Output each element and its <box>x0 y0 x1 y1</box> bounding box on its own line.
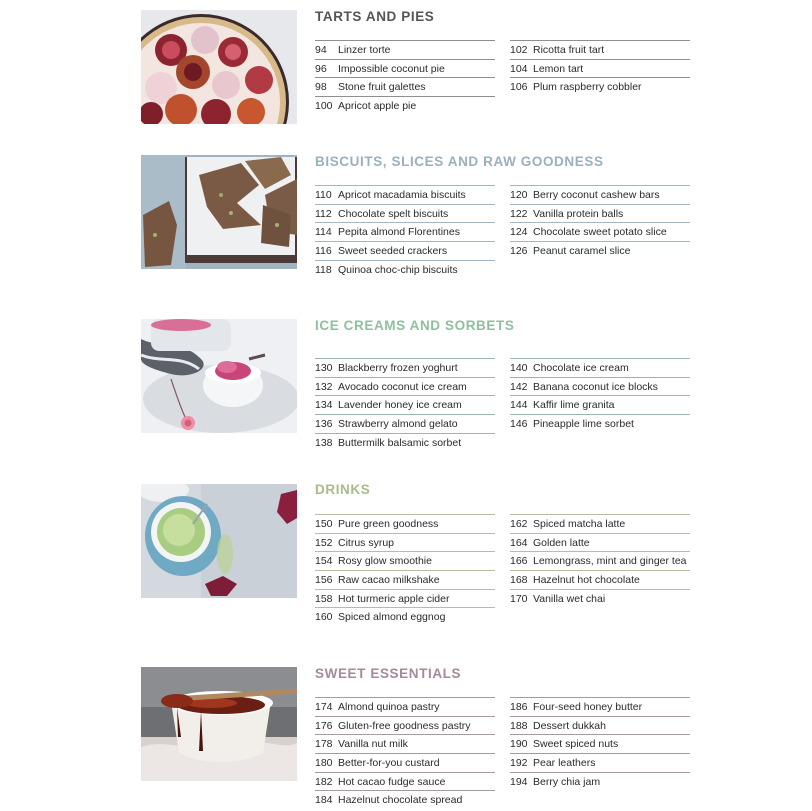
recipe-title: Golden latte <box>533 536 590 549</box>
recipe-item[interactable] <box>315 734 495 753</box>
page-number: 150 <box>315 518 333 530</box>
recipe-item[interactable] <box>315 570 495 589</box>
seeded-crackers-photo <box>141 155 297 269</box>
recipe-title: Spiced almond eggnog <box>338 611 446 624</box>
page-number: 130 <box>315 362 333 374</box>
page-number: 106 <box>510 81 528 94</box>
page-number: 182 <box>315 775 333 788</box>
page-number: 142 <box>510 380 528 393</box>
recipe-title: Pepita almond Florentines <box>338 226 460 239</box>
recipe-item[interactable] <box>510 77 690 96</box>
page-number: 120 <box>510 189 528 201</box>
recipe-item[interactable] <box>315 790 495 809</box>
recipe-list-left <box>315 185 495 278</box>
page-number: 116 <box>315 245 332 258</box>
page-number: 180 <box>315 757 333 770</box>
recipe-item[interactable] <box>315 589 495 608</box>
recipe-item[interactable] <box>510 753 690 772</box>
recipe-item[interactable] <box>315 77 495 96</box>
recipe-list-left <box>315 514 495 626</box>
recipe-item[interactable] <box>510 59 690 78</box>
recipe-title: Vanilla wet chai <box>533 592 606 605</box>
page-number: 102 <box>510 44 528 56</box>
recipe-item[interactable] <box>510 358 690 377</box>
page-number: 160 <box>315 611 333 624</box>
page-number: 118 <box>315 263 332 276</box>
recipe-title: Vanilla protein balls <box>533 207 624 220</box>
recipe-title: Gluten-free goodness pastry <box>338 719 471 732</box>
page-number: 178 <box>315 738 333 751</box>
recipe-title: Better-for-you custard <box>338 757 440 770</box>
recipe-title: Banana coconut ice blocks <box>533 380 658 393</box>
recipe-title: Pure green goodness <box>338 518 439 530</box>
recipe-item[interactable] <box>510 772 690 791</box>
recipe-title: Chocolate spelt biscuits <box>338 207 449 220</box>
recipe-title: Berry coconut cashew bars <box>533 189 660 201</box>
page-number: 156 <box>315 574 333 587</box>
recipe-list-left <box>315 697 495 809</box>
page-number: 174 <box>315 701 333 713</box>
recipe-item[interactable] <box>315 260 495 279</box>
page-number: 134 <box>315 399 333 412</box>
page-number: 184 <box>315 794 333 807</box>
matcha-drink-photo <box>141 484 297 598</box>
section-heading: BISCUITS, SLICES AND RAW GOODNESS <box>315 154 604 169</box>
recipe-item[interactable] <box>510 570 690 589</box>
recipe-title: Hazelnut chocolate spread <box>338 794 463 807</box>
recipe-title: Linzer torte <box>338 44 391 56</box>
recipe-item[interactable] <box>510 533 690 552</box>
recipe-item[interactable] <box>315 395 495 414</box>
recipe-item[interactable] <box>315 204 495 223</box>
page-number: 110 <box>315 189 332 201</box>
recipe-title: Lemongrass, mint and ginger tea <box>533 555 687 568</box>
recipe-item[interactable] <box>510 716 690 735</box>
page-number: 158 <box>315 592 333 605</box>
page-number: 122 <box>510 207 528 220</box>
recipe-title: Buttermilk balsamic sorbet <box>338 436 462 449</box>
page-number: 176 <box>315 719 333 732</box>
section-heading: DRINKS <box>315 482 371 497</box>
recipe-item[interactable] <box>315 414 495 433</box>
page-number: 188 <box>510 719 528 732</box>
recipe-item[interactable] <box>315 358 495 377</box>
page-number: 138 <box>315 436 333 449</box>
recipe-item[interactable] <box>510 222 690 241</box>
page-number: 94 <box>315 44 327 56</box>
recipe-item[interactable] <box>510 514 690 533</box>
page-number: 126 <box>510 245 528 258</box>
recipe-item[interactable] <box>510 377 690 396</box>
page-number: 100 <box>315 100 333 113</box>
recipe-item[interactable] <box>315 607 495 626</box>
page-number: 146 <box>510 418 528 431</box>
recipe-title: Impossible coconut pie <box>338 62 445 75</box>
recipe-title: Blackberry frozen yoghurt <box>338 362 458 374</box>
page-number: 124 <box>510 226 528 239</box>
recipe-title: Lemon tart <box>533 62 584 75</box>
page-number: 104 <box>510 62 528 75</box>
recipe-title: Kaffir lime granita <box>533 399 615 412</box>
recipe-item[interactable] <box>510 414 690 433</box>
recipe-title: Spiced matcha latte <box>533 518 626 530</box>
recipe-title: Ricotta fruit tart <box>533 44 605 56</box>
recipe-item[interactable] <box>510 241 690 260</box>
page-number: 152 <box>315 536 333 549</box>
page-number: 140 <box>510 362 528 374</box>
recipe-item[interactable] <box>315 433 495 452</box>
fig-tart-photo <box>141 10 297 124</box>
recipe-item[interactable] <box>315 697 495 716</box>
recipe-item[interactable] <box>510 185 690 204</box>
recipe-title: Sweet seeded crackers <box>338 245 448 258</box>
recipe-item[interactable] <box>315 222 495 241</box>
recipe-title: Peanut caramel slice <box>533 245 631 258</box>
recipe-item[interactable] <box>315 185 495 204</box>
recipe-list-right <box>510 697 690 790</box>
recipe-title: Chocolate ice cream <box>533 362 629 374</box>
page-number: 162 <box>510 518 528 530</box>
recipe-title: Strawberry almond gelato <box>338 418 458 431</box>
recipe-item[interactable] <box>315 40 495 59</box>
recipe-list-right <box>510 185 690 260</box>
recipe-title: Sweet spiced nuts <box>533 738 619 751</box>
page-number: 186 <box>510 701 528 713</box>
recipe-item[interactable] <box>315 241 495 260</box>
page-number: 144 <box>510 399 528 412</box>
recipe-title: Rosy glow smoothie <box>338 555 432 568</box>
recipe-item[interactable] <box>510 204 690 223</box>
recipe-list-left <box>315 40 495 115</box>
page-number: 194 <box>510 775 528 788</box>
page-number: 112 <box>315 207 332 220</box>
recipe-item[interactable] <box>510 395 690 414</box>
page-number: 96 <box>315 62 327 75</box>
recipe-list-right <box>510 40 690 96</box>
recipe-title: Quinoa choc-chip biscuits <box>338 263 458 276</box>
recipe-item[interactable] <box>510 40 690 59</box>
recipe-title: Apricot apple pie <box>338 100 417 113</box>
recipe-item[interactable] <box>315 377 495 396</box>
recipe-item[interactable] <box>315 96 495 115</box>
recipe-title: Apricot macadamia biscuits <box>338 189 466 201</box>
fudge-sauce-photo <box>141 667 297 781</box>
recipe-title: Hazelnut hot chocolate <box>533 574 640 587</box>
recipe-item[interactable] <box>315 716 495 735</box>
recipe-title: Dessert dukkah <box>533 719 606 732</box>
recipe-list-right <box>510 358 690 433</box>
section-heading: TARTS AND PIES <box>315 9 435 24</box>
recipe-title: Stone fruit galettes <box>338 81 426 94</box>
page-number: 132 <box>315 380 333 393</box>
recipe-title: Pear leathers <box>533 757 596 770</box>
recipe-item[interactable] <box>315 772 495 791</box>
page-number: 166 <box>510 555 528 568</box>
page-number: 164 <box>510 536 528 549</box>
recipe-item[interactable] <box>315 59 495 78</box>
recipe-item[interactable] <box>315 753 495 772</box>
recipe-title: Berry chia jam <box>533 775 601 788</box>
recipe-title: Chocolate sweet potato slice <box>533 226 667 239</box>
recipe-title: Pineapple lime sorbet <box>533 418 634 431</box>
recipe-title: Lavender honey ice cream <box>338 399 462 412</box>
page-number: 154 <box>315 555 333 568</box>
recipe-title: Hot cacao fudge sauce <box>338 775 446 788</box>
recipe-list-right <box>510 514 690 607</box>
recipe-item[interactable] <box>510 734 690 753</box>
recipe-title: Plum raspberry cobbler <box>533 81 642 94</box>
recipe-list-left <box>315 358 495 451</box>
recipe-item[interactable] <box>510 697 690 716</box>
recipe-title: Almond quinoa pastry <box>338 701 440 713</box>
recipe-title: Avocado coconut ice cream <box>338 380 467 393</box>
recipe-item[interactable] <box>315 551 495 570</box>
page-number: 190 <box>510 738 528 751</box>
recipe-title: Citrus syrup <box>338 536 395 549</box>
berry-ice-cream-photo <box>141 319 297 433</box>
recipe-title: Four-seed honey butter <box>533 701 643 713</box>
section-heading: ICE CREAMS AND SORBETS <box>315 318 515 333</box>
page-number: 136 <box>315 418 333 431</box>
page-number: 98 <box>315 81 327 94</box>
section-heading: SWEET ESSENTIALS <box>315 666 462 681</box>
page-number: 170 <box>510 592 528 605</box>
recipe-title: Raw cacao milkshake <box>338 574 440 587</box>
recipe-item[interactable] <box>315 514 495 533</box>
recipe-title: Vanilla nut milk <box>338 738 408 751</box>
page-number: 192 <box>510 757 528 770</box>
recipe-item[interactable] <box>510 589 690 608</box>
page-number: 168 <box>510 574 528 587</box>
page-number: 114 <box>315 226 332 239</box>
recipe-item[interactable] <box>510 551 690 570</box>
recipe-title: Hot turmeric apple cider <box>338 592 450 605</box>
recipe-item[interactable] <box>315 533 495 552</box>
